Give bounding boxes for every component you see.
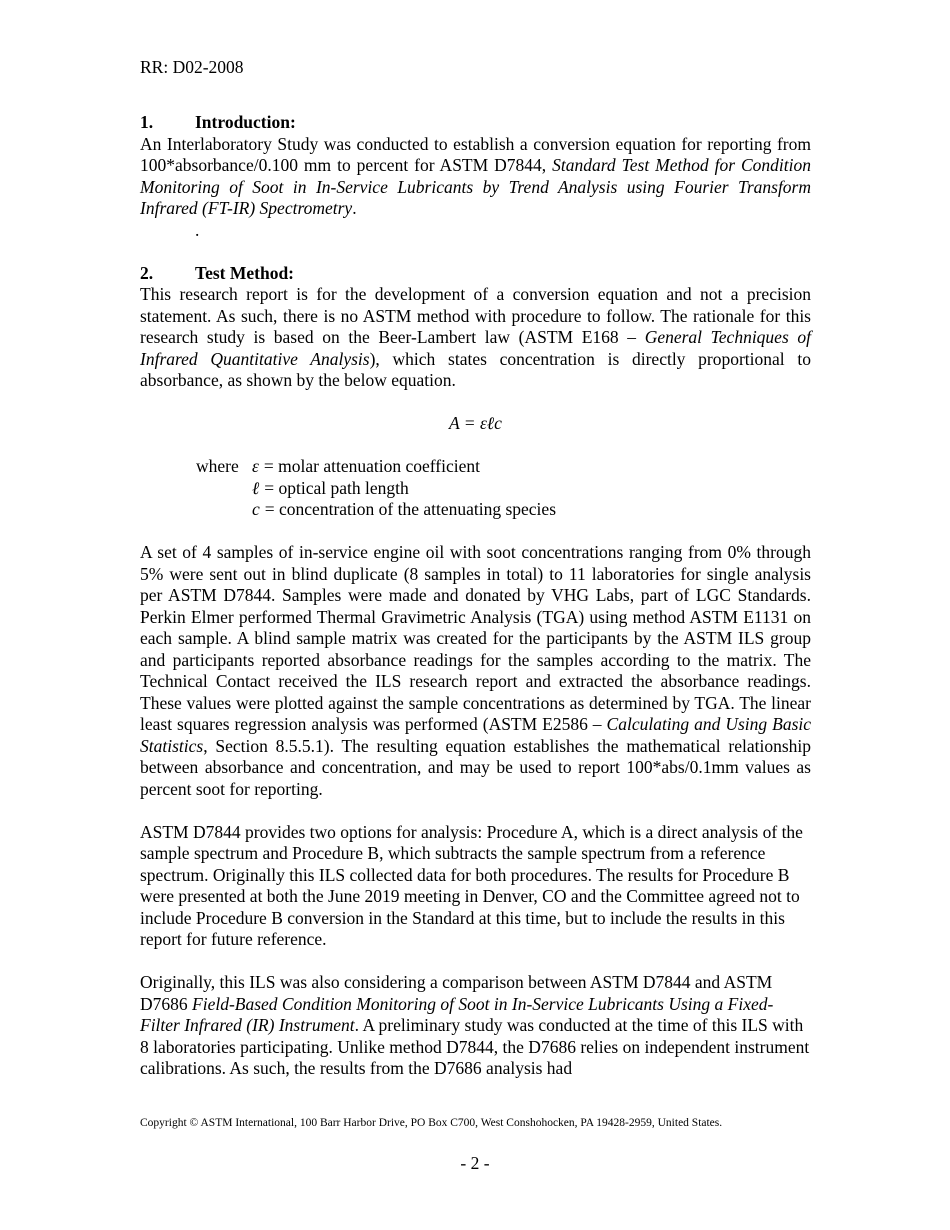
report-id: RR: D02-2008 <box>140 57 244 77</box>
test-method-paragraph-2 <box>140 542 811 800</box>
stray-dot: . <box>195 219 200 240</box>
beer-lambert-equation: A = εℓc <box>449 413 502 433</box>
section-heading-test-method <box>140 263 811 285</box>
p2-text-end: , Section 8.5.5.1). The resulting equation establishes the mathematical relationship between absorbance and concentration, and may be used to report 100*abs/0.1mm values as percent soot for reporting. <box>140 735 811 799</box>
section-title: Test Method: <box>195 262 295 283</box>
document-body <box>140 112 811 1080</box>
section-number: 1. <box>140 112 154 132</box>
intro-text-end: . <box>352 198 357 218</box>
definition-row <box>140 478 811 500</box>
definition-symbol: ℓ <box>252 477 260 498</box>
definition-text: = concentration of the attenuating species <box>264 499 557 519</box>
copyright-footer: Copyright © ASTM International, 100 Barr Harbor Drive, PO Box C700, West Conshohocken, PA 19428-2959, United States. <box>140 1117 723 1129</box>
p2-reference-title: Calculating and Using Basic Statistics <box>140 714 812 756</box>
definition-text: = molar attenuation coefficient <box>263 456 480 476</box>
section-number: 2. <box>140 262 154 283</box>
intro-paragraph <box>140 134 811 220</box>
definition-row <box>140 456 811 478</box>
page-number: - 2 - <box>460 1153 490 1173</box>
p1-text-end: ), which states concentration is directly proportional to absorbance, as shown by the below equation. <box>140 348 812 390</box>
section-heading-introduction <box>140 112 811 134</box>
p4-text-end: . A preliminary study was conducted at the time of this ILS with 8 laboratories participating. Unlike method D7844, the D7686 relies on independent instrument calibrations. As such, the results from the D7686 analysis had <box>140 1015 810 1078</box>
section-title: Introduction: <box>195 112 296 132</box>
definition-text: = optical path length <box>264 477 409 498</box>
where-label: where <box>196 456 239 476</box>
p2-text: A set of 4 samples of in-service engine oil with soot concentrations ranging from 0% through 5% were sent out in blind duplicate (8 samples in total) to 11 laboratories for single analysis per ASTM D7844. Samples were made and donated by VHG Labs, part of LGC Standards. Perkin Elmer performed Thermal Gravimetric Analysis (TGA) using method ASTM E1131 on each sample. A blind sample matrix was created for the participants by the ASTM ILS group and participants reported absorbance readings for the samples according to the matrix. The Technical Contact received the ILS research report and extracted the absorbance readings. These values were plotted against the sample concentrations as determined by TGA. The linear least squares regression analysis was performed (ASTM E2586 – <box>140 542 811 734</box>
test-method-paragraph-1 <box>140 284 811 392</box>
p4-text: Originally, this ILS was also considering a comparison between ASTM D7844 and ASTM D7686 <box>140 972 773 1014</box>
definition-row <box>140 499 811 521</box>
intro-text: An Interlaboratory Study was conducted to establish a conversion equation for reporting from 100*absorbance/0.100 mm to percent for ASTM D7844, <box>140 133 811 175</box>
p1-text: This research report is for the development of a conversion equation and not a precision statement. As such, there is no ASTM method with procedure to follow. The rationale for this research study is based on the Beer-Lambert law (ASTM E168 – <box>140 284 811 347</box>
p4-reference-title: Field-Based Condition Monitoring of Soot in In-Service Lubricants Using a Fixed-Filter Infrared (IR) Instrument <box>140 993 774 1035</box>
p1-reference-title: General Techniques of Infrared Quantitative Analysis <box>140 327 811 369</box>
test-method-paragraph-4 <box>140 972 811 1080</box>
intro-method-title: Standard Test Method for Condition Monitoring of Soot in In-Service Lubricants by Trend Analysis using Fourier Transform Infrared (FT-IR) Spectrometry <box>140 155 811 218</box>
definition-symbol: c <box>252 499 260 519</box>
definition-symbol: ε <box>252 456 259 476</box>
test-method-paragraph-3: ASTM D7844 provides two options for analysis: Procedure A, which is a direct analysis of the sample spectrum and Procedure B, which subtracts the sample spectrum from a reference spectrum. Originally this ILS collected data for both procedures. The results for Procedure B were presented at both the June 2019 meeting in Denver, CO and the Committee agreed not to include Procedure B conversion in the Standard at this time, but to include the results in this report for future reference. <box>140 821 803 949</box>
